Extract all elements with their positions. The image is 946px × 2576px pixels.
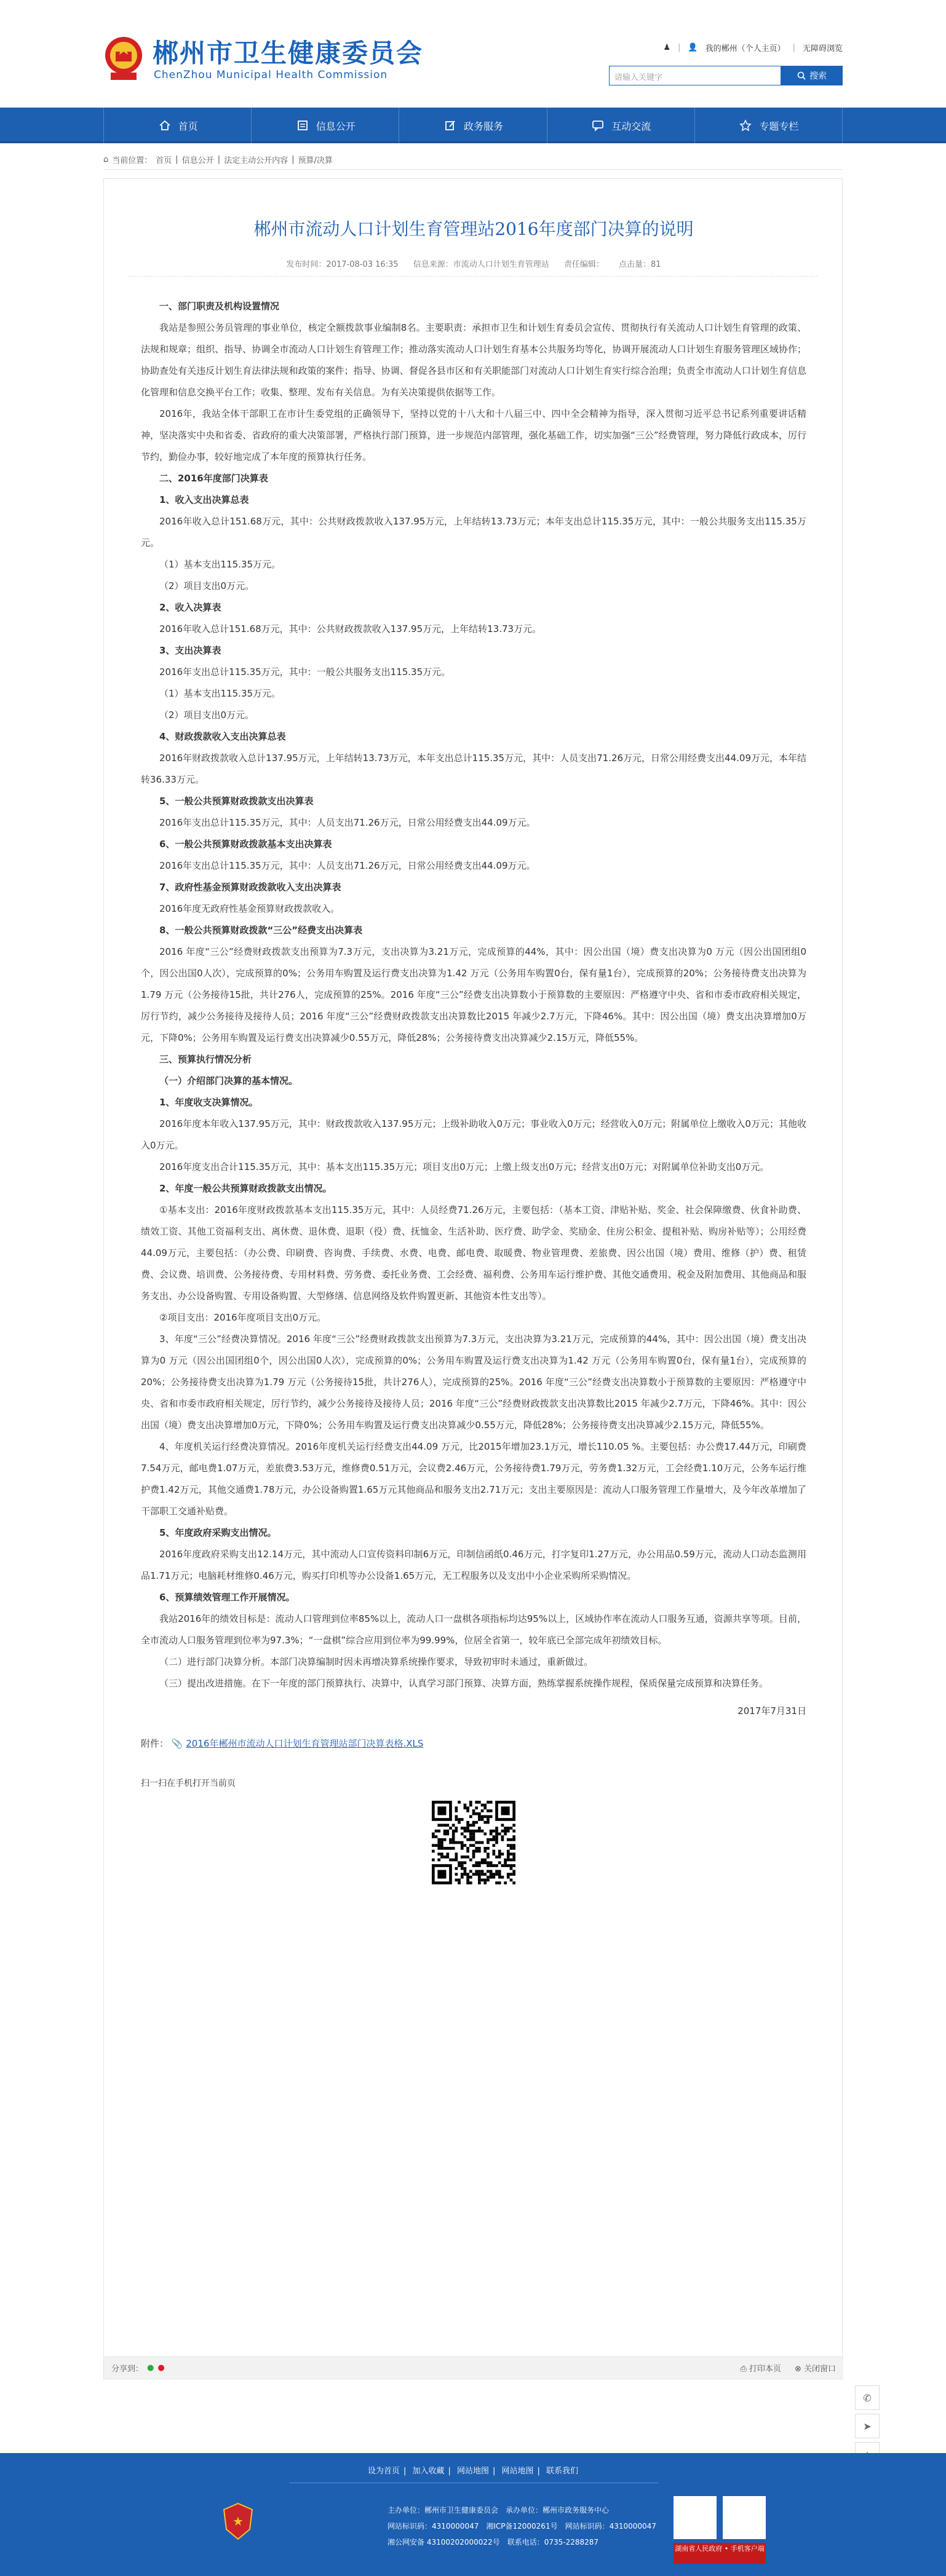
paragraph: 2016年支出总计115.35万元，其中：人员支出71.26万元，日常公用经费支出44.09万元。 bbox=[159, 817, 536, 828]
nav-item-label: 首页 bbox=[178, 120, 198, 132]
print-icon: ⎙ bbox=[740, 2365, 747, 2374]
svg-text:★: ★ bbox=[233, 2514, 244, 2529]
paragraph: 2016年度本年收入137.95万元，其中：财政拨款收入137.95万元；上级补助收入0万元；事业收入0万元；经营收入0万元；附属单位上缴收入0万元；其他收入0万元。 bbox=[141, 1118, 806, 1151]
article-frame bbox=[103, 178, 843, 2379]
paragraph: 2016年，我站全体干部职工在市计生委党组的正确领导下，坚持以党的十八大和十八届三中、四中全会精神为指导，深入贯彻习近平总书记系列重要讲话精神，坚决落实中央和省委、省政府的重大决策部署，严格执行部门预算，进一步规范内部管理，强化基础工作，切实加强“三公”经费管理，努力降低行政成本，厉行节约，勤俭办事，较好地完成了本年度的预算执行任务。 bbox=[141, 408, 806, 462]
personal-home-icon: 👤 bbox=[688, 43, 698, 52]
paragraph: 2016年度政府采购支出12.14万元，其中流动人口宣传资料印制6万元，印制信函纸0.46万元，打字复印1.27万元，办公用品0.59万元，流动人口动态监测用品1.71万元；电脑耗材维修0.46万元，购买打印机等办公设备1.65万元，无工程服务以及支出中小企业采购所采购情况。 bbox=[141, 1549, 806, 1581]
chat-icon bbox=[590, 118, 605, 133]
search-button[interactable] bbox=[781, 66, 843, 85]
wechat-icon[interactable]: ● bbox=[147, 2363, 154, 2373]
section-heading: 一、部门职责及机构设置情况 bbox=[159, 301, 280, 312]
breadcrumb: ⌂ 当前位置： 首页 | 信息公开 | 法定主动公开内容 | 预算/决算 bbox=[103, 150, 843, 170]
section-heading: 1、收入支出决算总表 bbox=[159, 494, 249, 505]
section-heading: 6、预算绩效管理工作开展情况。 bbox=[159, 1592, 295, 1603]
info-source: 信息来源：市流动人口计划生育管理站 bbox=[413, 260, 549, 269]
publish-date: 发布时间：2017-08-03 16:35 bbox=[286, 260, 399, 269]
article-content bbox=[141, 296, 806, 1892]
section-heading: 8、一般公共预算财政拨款“三公”经费支出决算表 bbox=[159, 925, 363, 936]
footer-qr-code bbox=[674, 2496, 717, 2539]
paragraph: 2016年支出总计115.35万元，其中：人员支出71.26万元，日常公用经费支出44.09万元。 bbox=[159, 860, 536, 871]
article-title: 郴州市流动人口计划生育管理站2016年度部门决算的说明 bbox=[253, 219, 694, 239]
user-icon: ♟ bbox=[663, 43, 670, 52]
weibo-icon[interactable]: ● bbox=[157, 2363, 165, 2373]
attachment-prefix: 附件： bbox=[141, 1738, 169, 1749]
paragraph: （三）提出改进措施。在下一年度的部门预算执行、决算中，认真学习部门预算、决算方面，熟练掌握系统操作规程，保质保量完成预算和决算任务。 bbox=[159, 1678, 769, 1689]
footer-link[interactable]: 网站地图 bbox=[456, 2467, 489, 2476]
site-subtitle: ChenZhou Municipal Health Commission bbox=[154, 69, 388, 81]
site-header bbox=[0, 0, 946, 108]
section-heading: 7、政府性基金预算财政拨款收入支出决算表 bbox=[159, 882, 341, 893]
nav-item-service[interactable] bbox=[399, 108, 547, 143]
paragraph: 2016年财政拨款收入总计137.95万元，上年结转13.73万元，本年支出总计115.35万元，其中：人员支出71.26万元，日常公用经费支出44.09万元，本年结转36.33万元。 bbox=[141, 753, 806, 785]
nav-item-home[interactable] bbox=[103, 108, 252, 143]
section-heading: 2、年度一般公共预算财政拨款支出情况。 bbox=[159, 1183, 332, 1194]
qr-code bbox=[432, 1801, 515, 1884]
share-label: 分享到： bbox=[111, 2365, 144, 2374]
emblem-icon bbox=[103, 33, 144, 82]
footer-link[interactable]: 加入收藏 bbox=[412, 2467, 445, 2476]
paragraph: 我站2016年的绩效目标是：流动人口管理到位率85%以上，流动人口一盘棋各项指标均达95%以上，区域协作率在流动人口服务互通，资源共享等项。目前，全市流动人口服务管理到位率为97.3%；“一盘棋”综合应用到位率为99.99%，位居全省第一，较年底已全部完成年初绩效目标。 bbox=[141, 1613, 806, 1646]
party-emblem-icon bbox=[223, 2502, 253, 2540]
home-icon bbox=[157, 118, 172, 133]
footer-info-line: 网站标识码：4310000047 湘ICP备12000261号 网站标识码：4310000047 bbox=[388, 2522, 656, 2531]
print-button[interactable]: ⎙ 打印本页 bbox=[740, 2365, 781, 2374]
site-footer bbox=[0, 2453, 946, 2576]
section-heading: （一）介绍部门决算的基本情况。 bbox=[159, 1075, 298, 1086]
section-heading: 二、2016年度部门决算表 bbox=[159, 473, 268, 484]
paragraph: ①基本支出：2016年度财政拨款基本支出115.35万元，其中：人员经费71.26万元，主要包括：（基本工资、津贴补贴、奖金、社会保障缴费、伙食补助费、绩效工资、其他工资福利支出、离休费、退休费、退职（役）费、抚恤金、生活补助、医疗费、助学金、奖励金、住房公积金、提租补贴、购房补贴等）；公用经费44.09万元，主要包括：（办公费、印刷费、咨询费、手续费、水费、电费、邮电费、取暖费、物业管理费、差旅费、因公出国（境）费用、维修（护）费、租赁费、会议费、培训费、公务接待费、专用材料费、劳务费、委托业务费、工会经费、福利费、公务用车运行维护费、其他交通费用、税金及附加费用、其他商品和服务支出、办公设备购置、专用设备购置、大型修缮、信息网络及软件购置更新、其他资本性支出等）。 bbox=[141, 1204, 806, 1302]
share-icon: ➤ bbox=[863, 2420, 872, 2432]
paragraph: 2016年度无政府性基金预算财政拨款收入。 bbox=[159, 903, 340, 914]
footer-info-line: 主办单位：郴州市卫生健康委员会 承办单位：郴州市政务服务中心 bbox=[388, 2506, 610, 2515]
footer-info-line: 湘公网安备 43100202000022号 联系电话：0735-2288287 bbox=[388, 2538, 599, 2546]
close-window-button[interactable]: ⊗ 关闭窗口 bbox=[794, 2365, 836, 2374]
paragraph: 2016 年度“三公”经费财政拨款支出预算为7.3万元，支出决算为3.21万元，完成预算的44%，其中：因公出国（境）费支出决算为0 万元（因公出国团组0个，因公出国0人次），完成预算的0%；公务用车购置及运行费支出决算为1.42 万元（公务用车购置0台，保有量1台），完成预算的20%；公务接待费支出决算为1.79 万元（公务接待15批，共计276人，完成预算的25%。2016 年度“三公”经费支出决算数小于预算数的主要原因：严格遵守中央、省和市委市政府相关规定，厉行节约，减少公务接待及接待人员；2016 年度“三公”经费财政拨款支出决算数比2015 年减少2.7万元，下降46%。其中：因公出国（境）费支出决算增加0万元，下降0%；公务用车购置及运行费支出决算减少0.55万元，降低28%；公务接待费支出决算减少2.15万元，降低55%。 bbox=[141, 946, 806, 1043]
paragraph: （2）项目支出0万元。 bbox=[159, 580, 255, 591]
paragraph: （二）进行部门决算分析。本部门决算编制时因未再增决算系统操作要求，导致初审时未通过，重新做过。 bbox=[159, 1656, 594, 1667]
breadcrumb-item-home[interactable]: 首页 bbox=[156, 156, 172, 165]
editor: 责任编辑： bbox=[563, 260, 604, 269]
nav-item-topics[interactable] bbox=[695, 108, 843, 143]
main-nav bbox=[0, 108, 946, 143]
top-links: ♟ | 👤 我的郴州（个人主页） | 无障碍浏览 bbox=[663, 43, 843, 53]
paragraph: 我站是参照公务员管理的事业单位，核定全额拨款事业编制8名。主要职责：承担市卫生和计划生育委员会宣传、贯彻执行有关流动人口计划生育管理的政策、法规和规章；组织、指导、协调全市流动人口计划生育管理工作；推动落实流动人口计划生育基本公共服务均等化，协调开展流动人口计划生育服务管理区域协作；协助查处有关违反计划生育法律法规和政策的案件；指导、协调、督促各县市区和有关职能部门对流动人口计划生育实行综合治理；负责全市流动人口计划生育信息化管理和信息交换平台工作；收集、整理、发布有关信息。为有关决策提供依据等工作。 bbox=[141, 322, 806, 398]
footer-link[interactable]: 网站地图 bbox=[501, 2467, 534, 2476]
breadcrumb-item-public[interactable]: 法定主动公开内容 bbox=[224, 156, 288, 165]
footer-links: 设为首页 | 加入收藏 | 网站地图 | 网站地图 | 联系我们 bbox=[367, 2467, 579, 2476]
breadcrumb-item-info[interactable]: 信息公开 bbox=[181, 156, 214, 165]
nav-item-interaction[interactable] bbox=[547, 108, 695, 143]
section-heading: 2、收入决算表 bbox=[159, 602, 221, 613]
attachment-link[interactable]: 2016年郴州市流动人口计划生育管理站部门决算表格.XLS bbox=[186, 1738, 424, 1749]
section-heading: 6、一般公共预算财政拨款基本支出决算表 bbox=[159, 839, 332, 850]
breadcrumb-item-budget[interactable]: 预算/决算 bbox=[298, 156, 333, 165]
paragraph: （1）基本支出115.35万元。 bbox=[159, 688, 281, 699]
breadcrumb-prefix: 当前位置： bbox=[112, 156, 153, 165]
attachment-icon: 📎 bbox=[171, 1738, 183, 1749]
paragraph: 2016年支出总计115.35万元，其中：一般公共服务支出115.35万元。 bbox=[159, 666, 451, 678]
divider bbox=[129, 276, 817, 277]
accessibility-link[interactable]: 无障碍浏览 bbox=[802, 44, 843, 53]
section-heading: 3、支出决算表 bbox=[159, 645, 221, 656]
paragraph: （2）项目支出0万元。 bbox=[159, 709, 255, 721]
star-icon bbox=[738, 118, 753, 133]
footer-link[interactable]: 联系我们 bbox=[546, 2467, 579, 2476]
location-icon: ⌂ bbox=[103, 155, 109, 164]
qr-section bbox=[141, 1773, 806, 1892]
nav-item-label: 政务服务 bbox=[464, 120, 504, 132]
search-icon bbox=[797, 71, 806, 80]
paragraph: 4、年度机关运行经费决算情况。2016年度机关运行经费支出44.09 万元，比2015年增加23.1万元，增长110.05 %。主要包括：办公费17.44万元，印刷费7.54万元，邮电费1.07万元，差旅费3.53万元，维修费0.51万元，会议费2.46万元，公务接待费1.79万元，劳务费1.32万元，工会经费1.10万元，公务车运行维护费1.42万元，其他交通费1.78万元，办公设备购置1.65万元其他商品和服务支出2.71万元；支出主要原因是：流动人口服务管理工作量增大，及今年改革增加了干部职工交通补贴费。 bbox=[141, 1441, 806, 1517]
footer-qr-code bbox=[723, 2496, 766, 2539]
section-heading: 4、财政拨款收入支出决算总表 bbox=[159, 731, 286, 742]
wechat-float-button[interactable] bbox=[855, 2385, 880, 2410]
nav-item-info[interactable] bbox=[252, 108, 399, 143]
section-heading: 1、年度收支决算情况。 bbox=[159, 1097, 258, 1108]
nav-item-label: 互动交流 bbox=[611, 120, 651, 132]
view-count: 点击量：81 bbox=[619, 260, 661, 269]
section-heading: 5、年度政府采购支出情况。 bbox=[159, 1527, 277, 1538]
paragraph: ②项目支出：2016年度项目支出0万元。 bbox=[159, 1312, 327, 1323]
signed-date: 2017年7月31日 bbox=[737, 1705, 806, 1717]
nav-item-label: 专题专栏 bbox=[759, 120, 799, 132]
section-heading: 三、预算执行情况分析 bbox=[159, 1054, 252, 1065]
edit-icon bbox=[443, 118, 458, 133]
share-float-button[interactable] bbox=[855, 2414, 880, 2438]
search-button-label: 搜索 bbox=[809, 71, 827, 81]
wechat-icon: ✆ bbox=[863, 2392, 872, 2404]
footer-link[interactable]: 设为首页 bbox=[367, 2467, 400, 2476]
footer-info bbox=[388, 2502, 656, 2550]
qr-caption: 扫一扫在手机打开当前页 bbox=[141, 1779, 236, 1788]
paragraph: 2016年收入总计151.68万元，其中：公共财政拨款收入137.95万元，上年结转13.73万元。 bbox=[159, 623, 542, 634]
personal-home-link[interactable]: 我的郴州（个人主页） bbox=[705, 44, 785, 53]
attachment bbox=[141, 1733, 806, 1755]
search-input[interactable]: 请输入关键字 bbox=[609, 66, 781, 85]
gov-app-badge[interactable]: 湖南省人民政府 • 手机客户端 bbox=[674, 2543, 766, 2564]
close-icon: ⊗ bbox=[794, 2365, 801, 2374]
share-bar bbox=[104, 2357, 843, 2379]
paragraph: 3、年度“三公”经费决算情况。2016 年度“三公”经费财政拨款支出预算为7.3万元，支出决算为3.21万元，完成预算的44%，其中：因公出国（境）费支出决算为0 万元（因公出国团组0个，因公出国0人次），完成预算的0%；公务用车购置及运行费支出决算为1.42 万元（公务用车购置0台，保有量1台），完成预算的20%；公务接待费支出决算为1.79 万元（公务接待15批，共计276人），完成预算的25%。2016 年度“三公”经费支出决算数小于预算数的主要原因：严格遵守中央、省和市委市政府相关规定，厉行节约，减少公务接待及接待人员；2016 年度“三公”经费财政拨款支出决算数比2015 年减少2.7万元，下降46%。其中：因公出国（境）费支出决算增加0万元，下降0%；公务用车购置及运行费支出决算减少0.55万元，降低28%；公务接待费支出决算减少2.15万元，降低55%。 bbox=[141, 1333, 806, 1431]
paragraph: 2016年度支出合计115.35万元，其中：基本支出115.35万元；项目支出0万元；上缴上级支出0万元；经营支出0万元；对附属单位补助支出0万元。 bbox=[159, 1161, 769, 1172]
paragraph: （1）基本支出115.35万元。 bbox=[159, 559, 281, 570]
section-heading: 5、一般公共预算财政拨款支出决算表 bbox=[159, 796, 314, 807]
info-icon bbox=[295, 118, 310, 133]
site-title[interactable]: 郴州市卫生健康委员会 bbox=[153, 38, 424, 68]
article-meta bbox=[104, 258, 843, 269]
nav-item-label: 信息公开 bbox=[316, 120, 356, 132]
paragraph: 2016年收入总计151.68万元，其中：公共财政拨款收入137.95万元，上年结转13.73万元；本年支出总计115.35万元，其中：一般公共服务支出115.35万元。 bbox=[141, 516, 806, 548]
